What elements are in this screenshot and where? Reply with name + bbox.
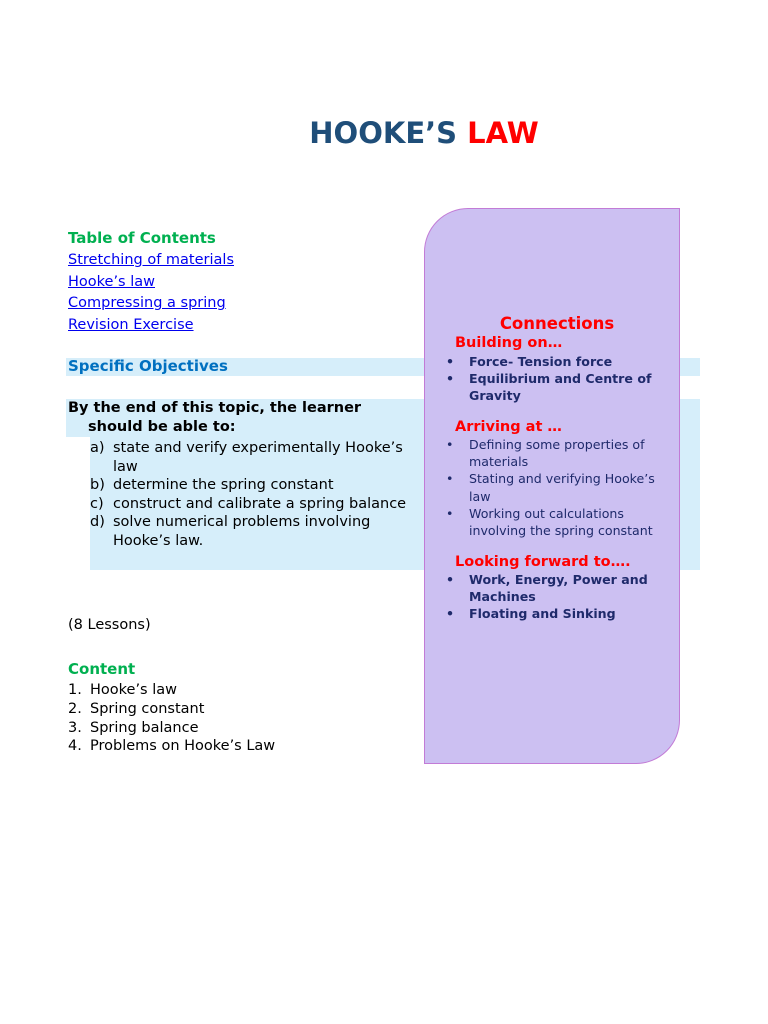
list-item — [68, 700, 275, 719]
title-part-hookes: HOOKE’S — [309, 116, 468, 150]
list-item — [90, 495, 410, 514]
arriving-at-heading: Arriving at … — [455, 419, 562, 435]
list-item-label: b) — [90, 477, 105, 494]
list-item-label: d) — [90, 514, 105, 531]
list-item — [68, 737, 275, 756]
list-item: • Floating and Sinking — [433, 605, 665, 622]
building-on-heading: Building on… — [455, 335, 563, 351]
list-item: • Stating and verifying Hooke’s law — [433, 470, 665, 504]
objectives-intro-line1: By the end of this topic, the learner — [68, 400, 362, 416]
list-item-text: Spring constant — [90, 700, 205, 717]
list-item-text: Problems on Hooke’s Law — [90, 738, 276, 755]
list-item-label: a) — [90, 440, 105, 456]
toc-link-revision[interactable]: Revision Exercise — [68, 317, 194, 334]
toc-link-hookes-law[interactable]: Hooke’s law — [68, 273, 155, 290]
list-item — [90, 513, 410, 550]
list-item — [90, 476, 410, 495]
objectives-heading: Specific Objectives — [68, 357, 228, 375]
list-item-number: 3. — [68, 719, 82, 736]
looking-forward-list — [433, 571, 665, 623]
objectives-intro — [68, 399, 412, 437]
content-list — [68, 681, 275, 756]
list-item-text: Spring balance — [90, 719, 199, 736]
list-item-text: solve numerical problems involving Hooke’s law. — [113, 514, 371, 549]
list-item-text: determine the spring constant — [113, 477, 334, 494]
list-item: • Force- Tension force — [433, 353, 665, 370]
content-heading: Content — [68, 660, 136, 678]
list-item-text: Hooke’s law — [90, 682, 177, 698]
objectives-list — [90, 439, 410, 551]
list-item: • Work, Energy, Power and Machines — [433, 571, 665, 605]
list-item: • Defining some properties of materials — [433, 436, 665, 470]
arriving-at-list — [433, 436, 665, 539]
list-item-number: 1. — [68, 682, 82, 698]
lessons-count: (8 Lessons) — [68, 617, 151, 633]
title-part-law: LAW — [467, 116, 539, 150]
connections-panel — [424, 208, 680, 764]
list-item — [68, 719, 275, 738]
list-item-text: construct and calibrate a spring balance — [113, 495, 407, 512]
list-item — [68, 681, 275, 700]
objectives-intro-line2: should be able to: — [88, 419, 236, 435]
building-on-list — [433, 353, 665, 405]
list-item — [90, 439, 410, 476]
list-item: • Working out calculations involving the spring constant — [433, 505, 665, 539]
list-item-label: c) — [90, 495, 104, 512]
list-item-number: 4. — [68, 738, 82, 755]
list-item: • Equilibrium and Centre of Gravity — [433, 370, 665, 404]
toc-heading: Table of Contents — [68, 229, 216, 247]
list-item-text: state and verify experimentally Hooke’s law — [113, 440, 403, 475]
toc-link-stretching[interactable]: Stretching of materials — [68, 251, 234, 268]
table-of-contents — [68, 228, 234, 337]
looking-forward-heading: Looking forward to…. — [455, 554, 631, 570]
page-title — [0, 116, 768, 150]
toc-link-compressing[interactable]: Compressing a spring — [68, 295, 226, 312]
list-item-number: 2. — [68, 700, 82, 717]
connections-title: Connections — [499, 314, 615, 333]
